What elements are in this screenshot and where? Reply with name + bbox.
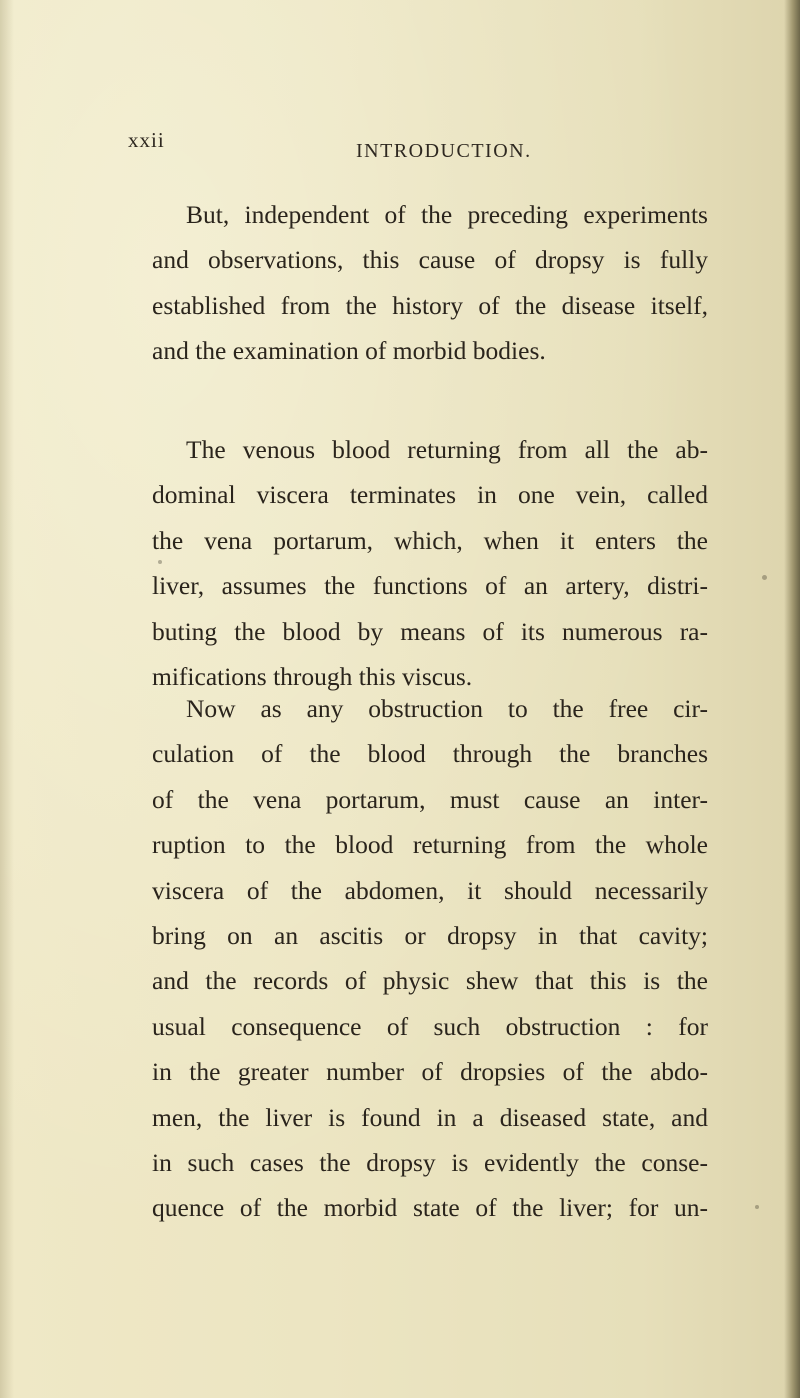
text-line: in such cases the dropsy is evidently the conse-: [152, 1147, 708, 1177]
gutter-shadow: [0, 0, 14, 1398]
paragraph-2: [152, 427, 708, 699]
text-line: viscera of the abdomen, it should necessarily: [152, 875, 708, 905]
text-line: and the records of physic shew that this is the: [152, 966, 708, 996]
paper-speck: [755, 1205, 759, 1209]
text-line: of the vena portarum, must cause an inter-: [152, 784, 708, 814]
running-head: INTRODUCTION.: [356, 140, 532, 162]
text-line: Now as any obstruction to the free cir-: [186, 694, 708, 723]
text-line: liver, assumes the functions of an artery, distri-: [152, 571, 708, 601]
text-line: usual consequence of such obstruction : for: [152, 1011, 708, 1041]
paper-speck: [762, 575, 767, 580]
page-edge: [784, 0, 800, 1398]
text-line: men, the liver is found in a diseased state, and: [152, 1102, 708, 1132]
text-line: and the examination of morbid bodies.: [152, 336, 546, 366]
text-line: dominal viscera terminates in one vein, called: [152, 480, 708, 510]
text-line: quence of the morbid state of the liver; for un-: [152, 1193, 708, 1223]
page-header: [128, 128, 668, 168]
paragraph-1: [152, 192, 708, 374]
paragraph-3: [152, 686, 708, 1231]
text-line: and observations, this cause of dropsy is fully: [152, 245, 708, 275]
text-line: buting the blood by means of its numerous ra-: [152, 616, 708, 646]
page-number: xxii: [128, 128, 165, 152]
text-line: But, independent of the preceding experiments: [186, 200, 708, 229]
text-line: culation of the blood through the branches: [152, 739, 708, 769]
text-line: mifications through this viscus.: [152, 661, 473, 691]
text-line: bring on an ascitis or dropsy in that cavity;: [152, 920, 708, 950]
text-line: ruption to the blood returning from the whole: [152, 830, 708, 860]
text-line: the vena portarum, which, when it enters the: [152, 525, 708, 555]
text-line: established from the history of the disease itself,: [152, 290, 708, 320]
text-line: in the greater number of dropsies of the abdo-: [152, 1057, 708, 1087]
text-line: The venous blood returning from all the ab-: [186, 435, 708, 464]
